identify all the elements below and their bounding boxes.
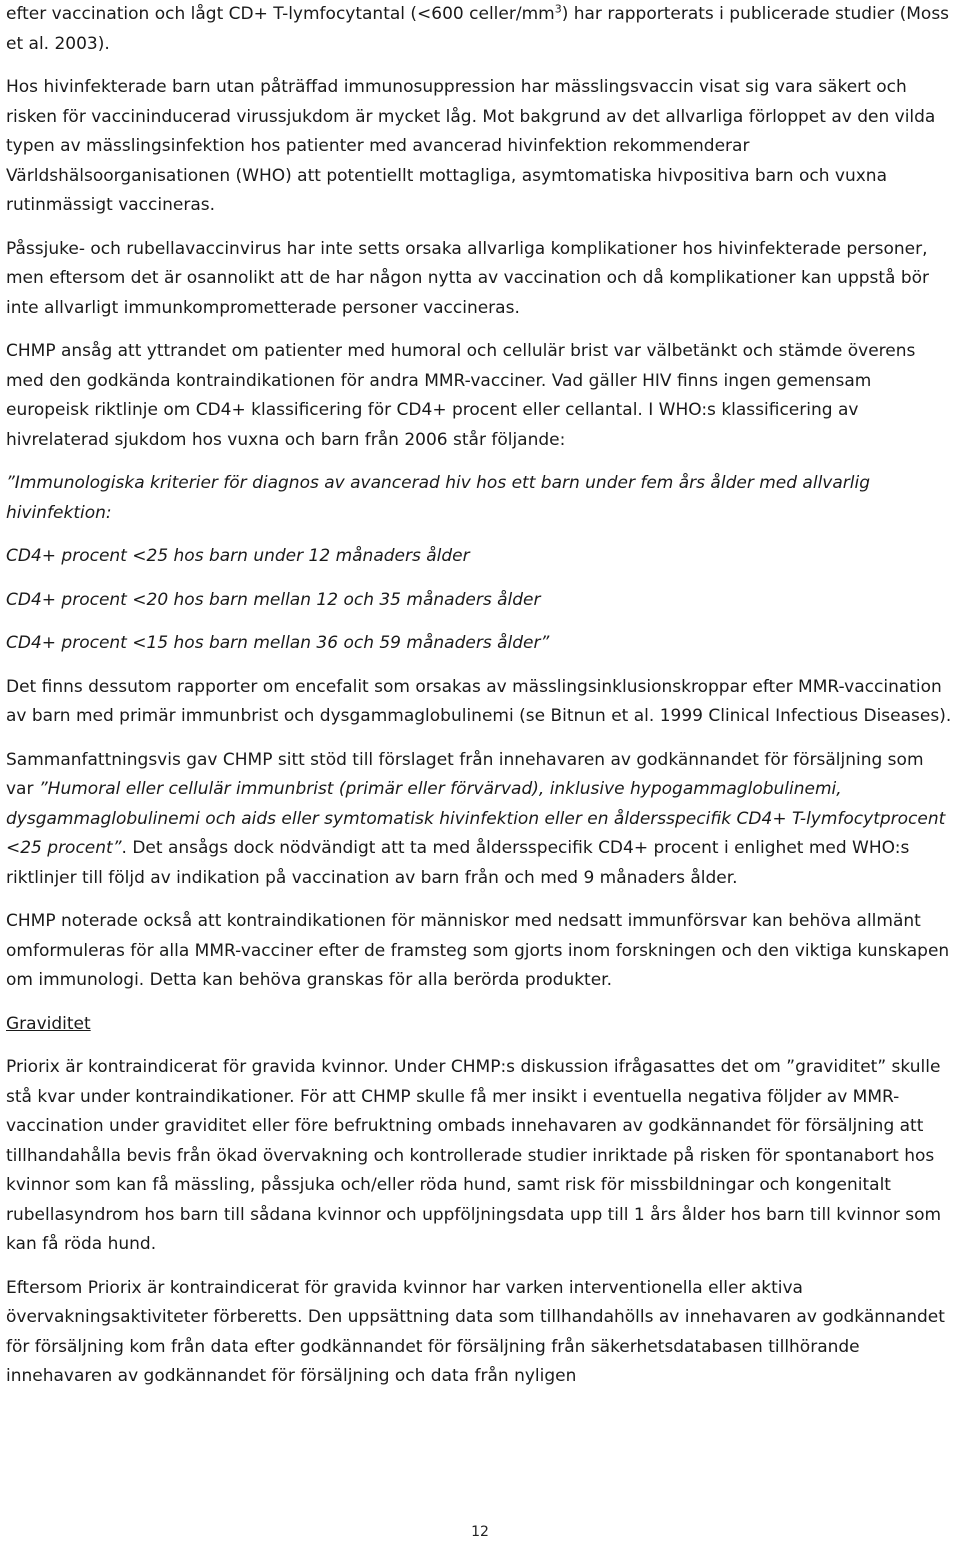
paragraph-4: CHMP ansåg att yttrandet om patienter med humoral och cellulär brist var välbetänkt och stämde överens med den godkända kontraindikationen för andra MMR-vacciner. Vad gäller HIV finns ingen gemensam europeisk riktlinje om CD4+ klassificering för CD4+ procent eller cellantal. I WHO:s klassificering av hivrelaterad sjukdom hos vuxna och barn från 2006 står följande: (6, 341, 916, 450)
paragraph-5: Det finns dessutom rapporter om encefalit som orsakas av mässlingsinklusionskroppar efter MMR-vaccination av barn med primär immunbrist och dysgammaglobulinemi (se Bitnun et al. 1999 Clinical Infectious Diseases). (6, 676, 952, 726)
spacer (6, 893, 956, 907)
paragraph-6-text-c: . Det ansågs dock nödvändigt att ta med åldersspecifik CD4+ procent i enlighet med WHO:s riktlinjer till följd av indikation på vaccination av barn från och med 9 månaders ålder. (6, 838, 910, 888)
spacer (6, 996, 956, 1010)
paragraph-6-quote: ”Humoral eller cellulär immunbrist (primär eller förvärvad), inklusive hypogammaglobulinemi, dysgammaglobulinemi och aids eller symtomatisk hivinfektion eller en åldersspecifik CD4+ T-lymfocytprocent <25 procent” (6, 779, 946, 858)
paragraph-9: Eftersom Priorix är kontraindicerat för gravida kvinnor har varken interventionella eller aktiva övervakningsaktiviteter förberetts. Den uppsättning data som tillhandahölls av innehavaren av godkännandet för försäljning kom från data efter godkännandet för försäljning från säkerhetsdatabasen tillhörande innehavaren av godkännandet för försäljning och data från nyligen (6, 1277, 945, 1386)
paragraph-7: CHMP noterade också att kontraindikationen för människor med nedsatt immunförsvar kan behöva allmänt omformuleras för alla MMR-vacciner efter de framsteg som gjorts inom forskningen och den viktiga kunskapen om immunologi. Detta kan behöva granskas för alla berörda produkter. (6, 911, 950, 990)
section-heading: Graviditet (6, 1013, 91, 1034)
document-page (6, 0, 956, 1392)
quote-intro: ”Immunologiska kriterier för diagnos av avancerad hiv hos ett barn under fem års ålder med allvarlig hivinfektion: (6, 473, 870, 523)
spacer (6, 1260, 956, 1274)
spacer (6, 572, 956, 586)
spacer (6, 221, 956, 235)
quote-line-1: CD4+ procent <25 hos barn under 12 månaders ålder (6, 546, 470, 566)
paragraph-8: Priorix är kontraindicerat för gravida kvinnor. Under CHMP:s diskussion ifrågasattes det om ”graviditet” skulle stå kvar under kontraindikationer. För att CHMP skulle få mer insikt i eventuella negativa följder av MMR-vaccination under graviditet eller före befruktning ombads innehavaren av godkännandet för försäljning att tillhandahålla bevis från ökad övervakning och kontrollerade studier inriktade på risken för spontanabort hos kvinnor som kan få mässling, påssjuka och/eller röda hund, samt risk för missbildningar och kongenitalt rubellasyndrom hos barn till sådana kvinnor och uppföljningsdata upp till 1 års ålder hos barn till kvinnor som kan få röda hund. (6, 1057, 942, 1254)
spacer (6, 1039, 956, 1053)
paragraph-1 (6, 0, 956, 59)
paragraph-1-text-b: ) har rapporterats i publicerade studier (Moss et al. 2003). (6, 4, 950, 54)
paragraph-1-text-a: efter vaccination och lågt CD+ T-lymfocytantal (<600 celler/mm (6, 4, 555, 24)
paragraph-3: Påssjuke- och rubellavaccinvirus har inte setts orsaka allvarliga komplikationer hos hivinfekterade personer, men eftersom det är osannolikt att de har någon nytta av vaccination och då komplikationer kan uppstå bör inte allvarligt immunkomprometterade personer vaccineras. (6, 238, 930, 318)
spacer (6, 659, 956, 673)
superscript: 3 (554, 2, 562, 16)
page-number: 12 (471, 1524, 489, 1540)
spacer (6, 528, 956, 542)
spacer (6, 323, 956, 337)
spacer (6, 615, 956, 629)
paragraph-6 (6, 746, 956, 894)
spacer (6, 455, 956, 469)
spacer (6, 59, 956, 73)
paragraph-6-text-a: Sammanfattningsvis gav CHMP sitt stöd till förslaget från innehavaren av godkännandet för försäljning som var (6, 749, 924, 799)
spacer (6, 732, 956, 746)
quote-line-3: CD4+ procent <15 hos barn mellan 36 och 59 månaders ålder” (6, 633, 550, 653)
paragraph-2: Hos hivinfekterade barn utan påträffad immunosuppression har mässlingsvaccin visat sig vara säkert och risken för vaccininducerad virussjukdom är mycket låg. Mot bakgrund av det allvarliga förloppet av den vilda typen av mässlingsinfektion hos patienter med avancerad hivinfektion rekommenderar Världshälsoorganisationen (WHO) att potentiellt mottagliga, asymtomatiska hivpositiva barn och vuxna rutinmässigt vaccineras. (6, 77, 936, 215)
quote-line-2: CD4+ procent <20 hos barn mellan 12 och 35 månaders ålder (6, 589, 541, 610)
